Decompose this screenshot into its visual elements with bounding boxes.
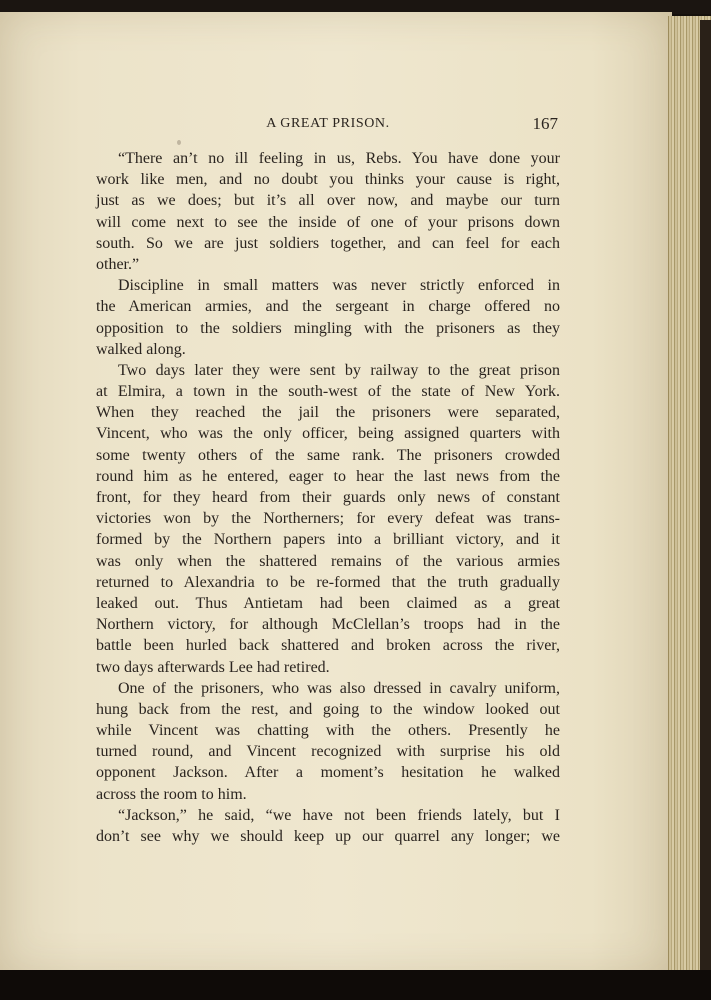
text-line: work like men, and no doubt you thinks your cause is right,: [96, 171, 560, 189]
text-line: opposition to the soldiers mingling with the prisoners as they: [96, 319, 560, 337]
text-line: the American armies, and the sergeant in charge offered no: [96, 298, 560, 316]
text-line: while Vincent was chatting with the others. Presently he: [96, 722, 560, 740]
text-line: When they reached the jail the prisoners were separated,: [96, 404, 560, 422]
text-line: Vincent, who was the only officer, being assigned quarters with: [96, 425, 560, 443]
text-line: Northern victory, for although McClellan’s troops had in the: [96, 616, 560, 634]
text-line: battle been hurled back shattered and broken across the river,: [96, 637, 560, 655]
body-text: [96, 148, 560, 847]
text-line: “There an’t no ill feeling in us, Rebs. You have done your: [118, 150, 560, 167]
text-line: formed by the Northern papers into a brilliant victory, and it: [96, 531, 560, 549]
text-line: turned round, and Vincent recognized with surprise his old: [96, 743, 560, 761]
text-line: “Jackson,” he said, “we have not been friends lately, but I: [118, 806, 560, 824]
text-line: victories won by the Northerners; for every defeat was trans-: [96, 510, 560, 528]
paper-speck: [177, 140, 181, 145]
text-line: hung back from the rest, and going to the window looked out: [96, 700, 560, 718]
text-line: walked along.: [96, 340, 186, 358]
page-number: 167: [532, 114, 558, 133]
scan-bottom-border: [0, 970, 711, 1000]
text-line: other.”: [96, 255, 140, 273]
text-line: don’t see why we should keep up our quarrel any longer; we: [96, 828, 560, 845]
text-line: opponent Jackson. After a moment’s hesitation he walked: [96, 764, 560, 782]
text-line: Two days later they were sent by railway to the great prison: [118, 361, 560, 379]
text-line: some twenty others of the same rank. The prisoners crowded: [96, 446, 560, 464]
text-line: at Elmira, a town in the south-west of the state of New York.: [96, 383, 560, 401]
text-line: across the room to him.: [96, 785, 247, 803]
text-line: two days afterwards Lee had retired.: [96, 658, 330, 676]
text-line: was only when the shattered remains of the various armies: [96, 552, 560, 570]
running-head: [96, 116, 560, 136]
text-line: Discipline in small matters was never strictly enforced in: [118, 277, 560, 295]
text-line: One of the prisoners, who was also dressed in cavalry uniform,: [118, 679, 560, 697]
running-title: A GREAT PRISON.: [266, 116, 390, 131]
text-line: south. So we are just soldiers together, and can feel for each: [96, 234, 560, 252]
fore-edge-shadow: [700, 20, 711, 975]
text-line: leaked out. Thus Antietam had been claimed as a great: [96, 594, 560, 612]
text-line: returned to Alexandria to be re-formed that the truth gradually: [96, 573, 560, 591]
text-line: just as we does; but it’s all over now, and maybe our turn: [96, 192, 560, 210]
text-line: will come next to see the inside of one of your prisons down: [96, 213, 560, 231]
text-line: front, for they heard from their guards only news of constant: [96, 489, 560, 506]
text-line: round him as he entered, eager to hear the last news from the: [96, 467, 560, 485]
